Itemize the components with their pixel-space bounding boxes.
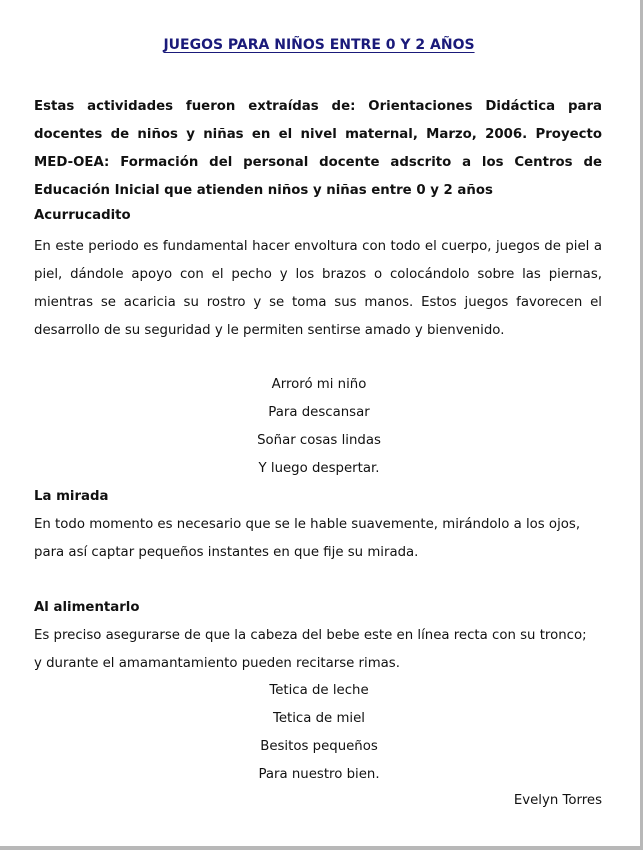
- intro-paragraph: Estas actividades fueron extraídas de: Orientaciones Didáctica para docentes de niños y niñas en el nivel maternal, Marzo, 2006. Proyecto MED-OEA: Formación del personal docente adscrito a los Centros de Educación Inicial que atienden niños y niñas entre 0 y 2 años: [34, 99, 602, 198]
- author-signature: Evelyn Torres: [513, 793, 602, 808]
- page-title-text: JUEGOS PARA NIÑOS ENTRE 0 Y 2 AÑOS: [163, 37, 475, 53]
- section-heading-acurrucadito: Acurrucadito: [34, 208, 131, 223]
- section-heading-la-mirada: La mirada: [34, 489, 109, 504]
- verse-line: Arroró mi niño: [271, 377, 367, 392]
- page-edge-bottom: [0, 846, 643, 850]
- section-text-acurrucadito: En este periodo es fundamental hacer envoltura con todo el cuerpo, juegos de piel a piel, dándole apoyo con el pecho y los brazos o colocándolo sobre las piernas, mientras se acaricia su rostro y se toma sus manos. Estos juegos favorecen el desarrollo de su seguridad y le permiten sentirse amado y bienvenido.: [34, 239, 602, 338]
- verse-line: Y luego despertar.: [258, 461, 380, 476]
- verse-line: Para nuestro bien.: [258, 767, 380, 782]
- verse-al-alimentarlo: [34, 677, 604, 789]
- section-heading-al-alimentarlo: Al alimentarlo: [34, 600, 140, 615]
- verse-line: Para descansar: [268, 405, 370, 420]
- section-text-al-alimentarlo: Es preciso asegurarse de que la cabeza del bebe este en línea recta con su tronco; y durante el amamantamiento pueden recitarse rimas.: [34, 628, 587, 671]
- section-text-la-mirada: En todo momento es necesario que se le hable suavemente, mirándolo a los ojos, para así captar pequeños instantes en que fije su mirada.: [34, 517, 581, 560]
- verse-line: Tetica de miel: [272, 711, 365, 726]
- verse-line: Soñar cosas lindas: [257, 433, 381, 448]
- verse-line: Tetica de leche: [269, 683, 369, 698]
- verse-line: Besitos pequeños: [260, 739, 378, 754]
- page-title: [34, 37, 604, 53]
- verse-acurrucadito: [34, 371, 604, 483]
